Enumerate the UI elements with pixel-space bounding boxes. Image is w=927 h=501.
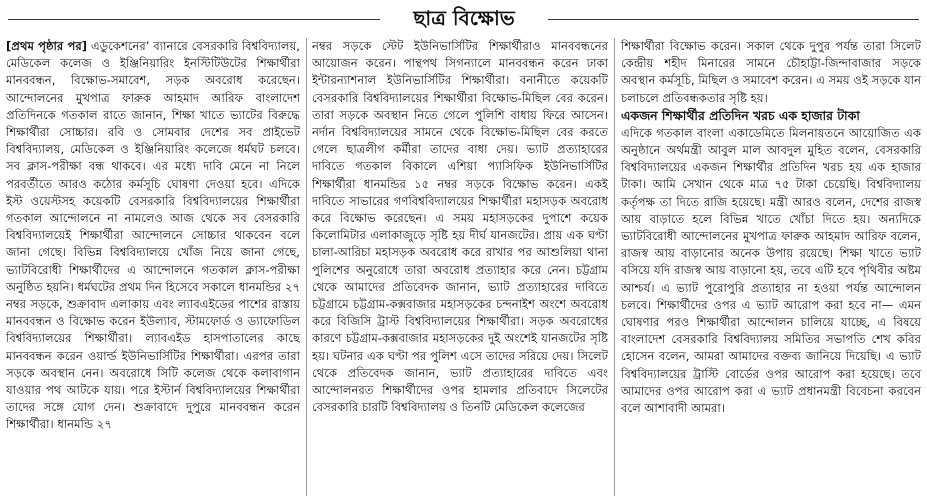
article-column-2 — [312, 38, 608, 498]
column-divider-1 — [306, 38, 307, 496]
column-3-text-2: এদিকে গতকাল বাংলা একাডেমিতে মিলনায়তনে আয়োজিত এক অনুষ্ঠানে অর্থমন্ত্রী আবুল মাল আবদুল মুহিত বলেন, বেসরকারি বিশ্ববিদ্যালয়ের একজন শিক্ষার্থীর প্রতিদিন খরচ হয় এক হাজার টাকা। আমি সেখান থেকে মাত্র ৭৫ টাকা চেয়েছি। বিশ্ববিদ্যালয় কর্তৃপক্ষ তা দিতে রাজি হয়েছে। মন্ত্রী আরও বলেন, দেশের রাজস্ব আয় বাড়াতে হলে বিভিন্ন খাতে খোঁচা দিতে হয়। অন্যদিকে ভ্যাটবিরোধী আন্দোলনের মুখপাত্র ফারুক আহমাদ আরিফ বলেন, রাজস্ব আয় বাড়ানোর অনেক উপায় রয়েছে। শিক্ষা খাতে ভ্যাট বসিয়ে যদি রাজস্ব আয় বাড়ানো হয়, তবে এটি হবে পৃথিবীর অষ্টম আশ্চর্য। এ ভ্যাট পুরোপুরি প্রত্যাহার না হওয়া পর্যন্ত আন্দোলন চলবে। শিক্ষার্থীদের ওপর এ ভ্যাট আরোপ করা হবে না— এমন ঘোষণার পরও শিক্ষার্থীরা আন্দোলন চালিয়ে যাচ্ছে, এ বিষয়ে বাংলাদেশ বেসরকারি বিশ্ববিদ্যালয় সমিতির সভাপতি শেখ কবির হোসেন বলেন, আমরা আমাদের বক্তব্য জানিয়ে দিয়েছি। এ ভ্যাট বিশ্ববিদ্যালয়ের ট্রাস্টি বোর্ডের ওপর আরোপ করা হয়েছে। তবে আমাদের ওপর আরোপ করা এ ভ্যাট প্রধানমন্ত্রী বিবেচনা করবেন বলে আশাবাদী আমরা। — [621, 125, 921, 416]
article-column-1 — [6, 38, 300, 498]
article-column-3 — [621, 38, 921, 498]
subheading: একজন শিক্ষার্থীর প্রতিদিন খরচ এক হাজার টাকা — [621, 107, 860, 123]
headline-rule-left — [8, 19, 380, 20]
column-1-paragraph — [6, 38, 300, 434]
column-1-text: এডুকেশনের’ ব্যানারে বেসরকারি বিশ্ববিদ্যালয়, মেডিকেল কলেজ ও ইঞ্জিনিয়ারিং ইনস্টিটিউটের শিক্ষার্থীরা মানববন্ধন, বিক্ষোভ-সমাবেশ, সড়ক অবরোধ করেছেন। আন্দোলনের মুখপাত্র ফারুক আহমাদ আরিফ বাংলাদেশ প্রতিদিনকে গতকাল রাতে জানান, শিক্ষা খাতে ভ্যাটের বিরুদ্ধে শিক্ষার্থীরা সোচ্চার। রবি ও সোমবার দেশের সব প্রাইভেট বিশ্ববিদ্যালয়, মেডিকেল ও ইঞ্জিনিয়ারিং কলেজে ধর্মঘট চলবে। সব ক্লাস-পরীক্ষা বন্ধ থাকবে। এর মধ্যে দাবি মেনে না নিলে পরবর্তীতে আরও কঠোর কর্মসূচি ঘোষণা দেওয়া হবে। এদিকে ইস্ট ওয়েস্টসহ কয়েকটি বেসরকারি বিশ্ববিদ্যালয়ের শিক্ষার্থীরা গতকাল আন্দোলনে না নামলেও আজ থেকে সব বেসরকারি বিশ্ববিদ্যালয়েই শিক্ষার্থীরা আন্দোলনে সোচ্চার থাকবেন বলে জানা গেছে। বিভিন্ন বিশ্ববিদ্যালয়ে খোঁজ নিয়ে জানা গেছে, ভ্যাটবিরোধী শিক্ষার্থীদের এ আন্দোলনে গতকাল ক্লাস-পরীক্ষা অনুষ্ঠিত হয়নি। ধর্মঘটের প্রথম দিন হিসেবে সকালে ধানমন্ডির ২৭ নম্বর সড়কে, শুক্রাবাদ এলাকায় এবং ল্যাবএইডের পাশের রাস্তায় মানববন্ধন ও বিক্ষোভ করেন ইউল্যাব, স্টামফোর্ড ও ড্যাফোডিল বিশ্ববিদ্যালয়ের শিক্ষার্থীরা। ল্যাবএইড হাসপাতালের কাছে মানববন্ধন করেন ওয়ার্ল্ড ইউনিভার্সিটির শিক্ষার্থীরা। এরপর তারা সড়কে অবস্থান নেন। অবরোধে সিটি কলেজ থেকে কলাবাগান যাওয়ার পথ আটকে যায়। পরে ইস্টার্ন বিশ্ববিদ্যালয়ের শিক্ষার্থীরা তাদের সঙ্গে যোগ দেন। শুক্রাবাদে দুপুরে মানববন্ধন করেন শিক্ষার্থীরা। ধানমন্ডি ২৭ — [6, 39, 300, 432]
headline-rule-right — [548, 19, 919, 20]
column-2-text: নম্বর সড়কে স্টেট ইউনিভার্সিটির শিক্ষার্থীরাও মানববন্ধনের আয়োজন করেন। পান্থপথ সিগন্যালে মানববন্ধন করেন ঢাকা ইন্টারন্যাশনাল ইউনিভার্সিটির শিক্ষার্থীরা। বনানীতে কয়েকটি বেসরকারি বিশ্ববিদ্যালয়ের শিক্ষার্থীরা বিক্ষোভ-মিছিল বের করেন। তারা সড়কে অবস্থান নিতে গেলে পুলিশি বাধায় ফিরে আসেন। নর্দান বিশ্ববিদ্যালয়ের সামনে থেকে বিক্ষোভ-মিছিল বের করতে গেলে ছাত্রলীগ কর্মীরা তাদের বাধা দেয়। ভ্যাট প্রত্যাহারের দাবিতে গতকাল বিকালে এশিয়া প্যাসিফিক ইউনিভার্সিটির শিক্ষার্থীরা ধানমন্ডির ১৫ নম্বর সড়কে বিক্ষোভ করেন। একই দাবিতে সাভারের গণবিশ্ববিদ্যালয়ের শিক্ষার্থীরা মহাসড়ক অবরোধ করে বিক্ষোভ করেছেন। এ সময় মহাসড়কের দুপাশে কয়েক কিলোমিটার এলাকাজুড়ে সৃষ্টি হয় দীর্ঘ যানজটের। প্রায় এক ঘণ্টা চালা-আরিচা মহাসড়ক অবরোধ করে রাখার পর আশুলিয়া থানা পুলিশের অনুরোধে তারা অবরোধ প্রত্যাহার করে নেন। চট্টগ্রাম থেকে আমাদের প্রতিবেদক জানান, ভ্যাট প্রত্যাহারের দাবিতে চট্টগ্রামে চট্টগ্রাম-কক্সবাজার মহাসড়কের চন্দনাইশ অংশে অবরোধ করে বিজিসি ট্রাস্ট বিশ্ববিদ্যালয়ের শিক্ষার্থীরা। সড়ক অবরোধের কারণে চট্টগ্রাম-কক্সবাজার মহাসড়কের দুই অংশেই যানজটের সৃষ্টি হয়। ঘটনার এক ঘণ্টা পর পুলিশ এসে তাদের সরিয়ে দেয়। সিলেট থেকে প্রতিবেদক জানান, ভ্যাট প্রত্যাহারের দাবিতে এবং আন্দোলনরত শিক্ষার্থীদের ওপর হামলার প্রতিবাদে সিলেটের বেসরকারি চারটি বিশ্ববিদ্যালয় ও তিনটি মেডিকেল কলেজের — [312, 39, 608, 415]
headline: ছাত্র বিক্ষোভ — [413, 6, 515, 30]
column-divider-2 — [614, 38, 615, 496]
headline-banner — [0, 0, 927, 36]
continuation-tag: [প্রথম পৃষ্ঠার পর] — [6, 39, 87, 53]
column-3-text-1: শিক্ষার্থীরা বিক্ষোভ করেন। সকাল থেকে দুপুর পর্যন্ত তারা সিলেট কেন্দ্রীয় শহীদ মিনারের সামনে চৌহাট্টা-জিন্দাবাজার সড়কে অবস্থান কর্মসূচি, মিছিল ও সমাবেশ করেন। এ সময় ওই সড়কে যান চলাচলে প্রতিবন্ধকতার সৃষ্টি হয়। — [621, 39, 921, 105]
